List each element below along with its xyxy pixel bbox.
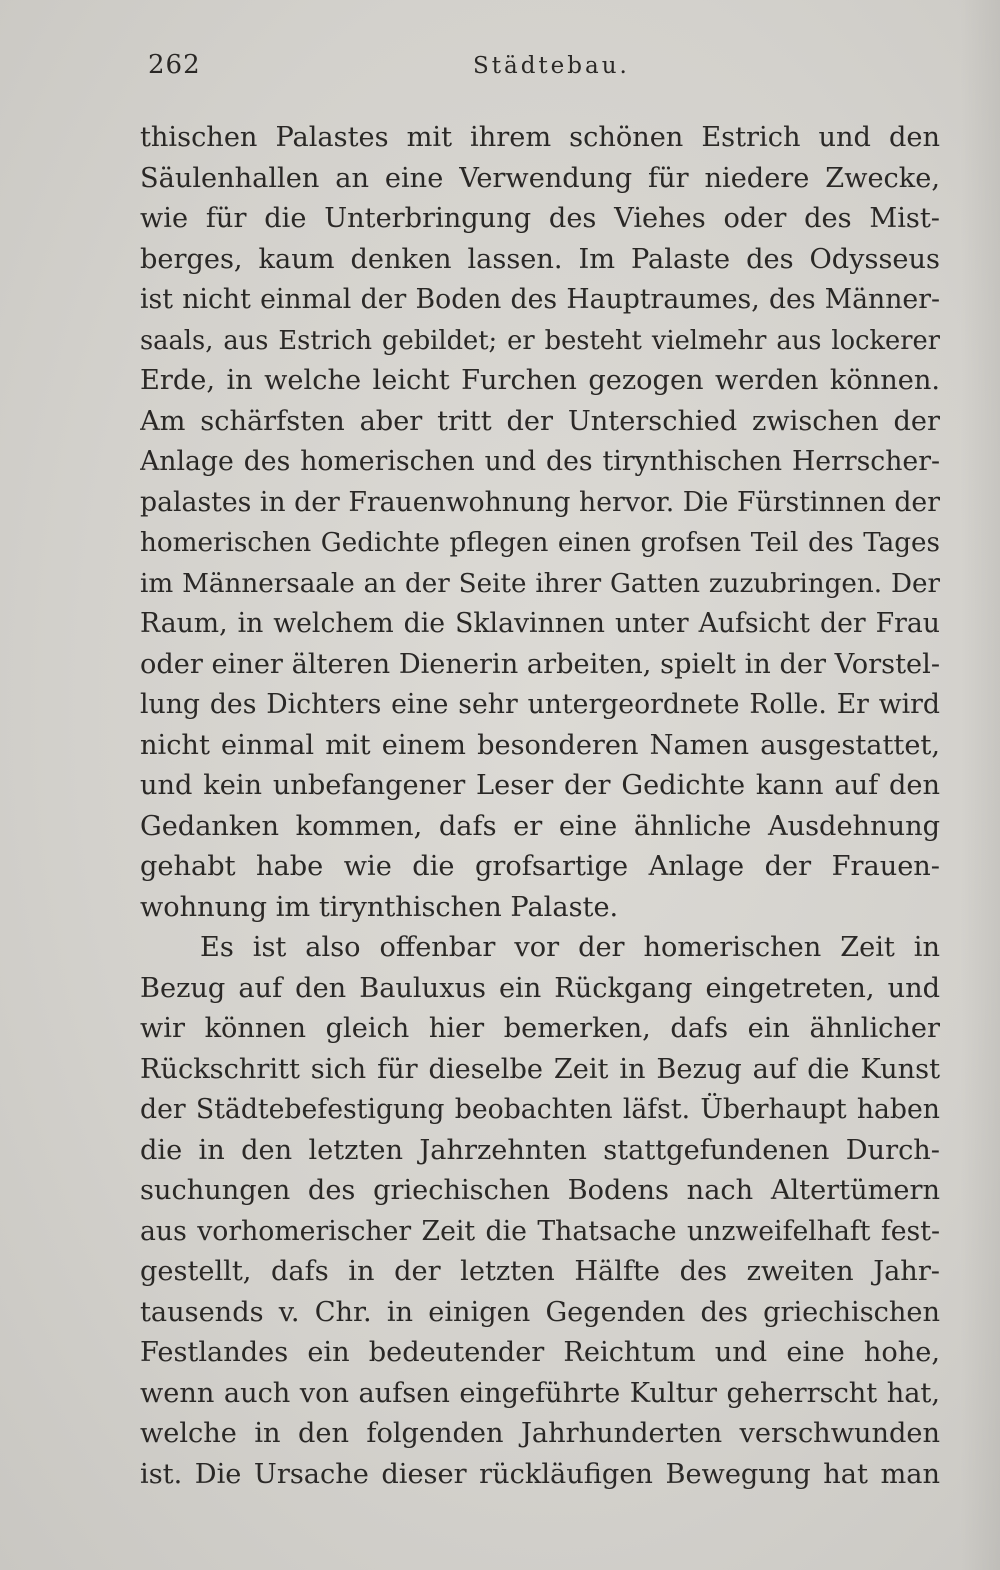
text-line: wie für die Unterbringung des Viehes oder des Mist- [140, 203, 940, 234]
text-line: welche in den folgenden Jahrhunderten verschwunden [140, 1418, 940, 1449]
page-edge-shadow [960, 0, 1000, 1570]
text-line: Erde, in welche leicht Furchen gezogen werden können. [140, 365, 940, 396]
text-line: ist. Die Ursache dieser rückläufigen Bewegung hat man [140, 1458, 940, 1490]
text-line: Bezug auf den Bauluxus ein Rückgang eingetreten, und [140, 972, 940, 1004]
text-line: saals, aus Estrich gebildet; er besteht vielmehr aus lockerer [140, 325, 940, 356]
text-line: Am schärfsten aber tritt der Unterschied zwischen der [140, 405, 940, 437]
text-line: und kein unbefangener Leser der Gedichte kann auf den [140, 770, 940, 801]
text-line: oder einer älteren Dienerin arbeiten, spielt in der Vorstel- [140, 648, 940, 680]
body-text [140, 118, 940, 1495]
text-line: die in den letzten Jahrzehnten stattgefundenen Durch- [140, 1134, 940, 1166]
text-line: suchungen des griechischen Bodens nach Altertümern [140, 1175, 940, 1206]
running-head: Städtebau. [473, 53, 630, 79]
text-line: tausends v. Chr. in einigen Gegenden des griechischen [140, 1296, 940, 1328]
text-line: wir können gleich hier bemerken, dafs ein ähnlicher [140, 1013, 940, 1044]
text-line: der Städtebefestigung beobachten läfst. Überhaupt haben [140, 1094, 940, 1125]
text-line-paragraph-end: wohnung im tirynthischen Palaste. [140, 891, 619, 923]
page-number: 262 [148, 50, 201, 80]
page-header [148, 50, 928, 90]
text-line: palastes in der Frauenwohnung hervor. Die Fürstinnen der [140, 486, 940, 518]
text-line: thischen Palastes mit ihrem schönen Estrich und den [140, 122, 940, 153]
text-line-paragraph-start: Es ist also offenbar vor der homerischen Zeit in [200, 932, 940, 963]
text-line: lung des Dichters eine sehr untergeordnete Rolle. Er wird [140, 689, 940, 720]
text-line: berges, kaum denken lassen. Im Palaste des Odysseus [140, 243, 940, 275]
text-line: Säulenhallen an eine Verwendung für niedere Zwecke, [140, 162, 940, 194]
text-line: wenn auch von aufsen eingeführte Kultur geherrscht hat, [140, 1377, 940, 1409]
text-line: aus vorhomerischer Zeit die Thatsache unzweifelhaft fest- [140, 1215, 940, 1247]
text-line: Gedanken kommen, dafs er eine ähnliche Ausdehnung [140, 810, 940, 842]
text-line: Festlandes ein bedeutender Reichtum und eine hohe, [140, 1337, 940, 1368]
text-line: im Männersaale an der Seite ihrer Gatten zuzubringen. Der [140, 568, 940, 599]
text-line: Raum, in welchem die Sklavinnen unter Aufsicht der Frau [140, 608, 940, 639]
text-line: gestellt, dafs in der letzten Hälfte des zweiten Jahr- [140, 1256, 940, 1287]
text-line: homerischen Gedichte pflegen einen grofsen Teil des Tages [140, 528, 940, 558]
text-line: ist nicht einmal der Boden des Hauptraumes, des Männer- [140, 284, 940, 315]
text-line: gehabt habe wie die grofsartige Anlage der Frauen- [140, 851, 940, 882]
text-line: nicht einmal mit einem besonderen Namen ausgestattet, [140, 729, 940, 761]
text-line: Anlage des homerischen und des tirynthischen Herrscher- [140, 446, 940, 477]
text-line: Rückschritt sich für dieselbe Zeit in Bezug auf die Kunst [140, 1053, 940, 1085]
